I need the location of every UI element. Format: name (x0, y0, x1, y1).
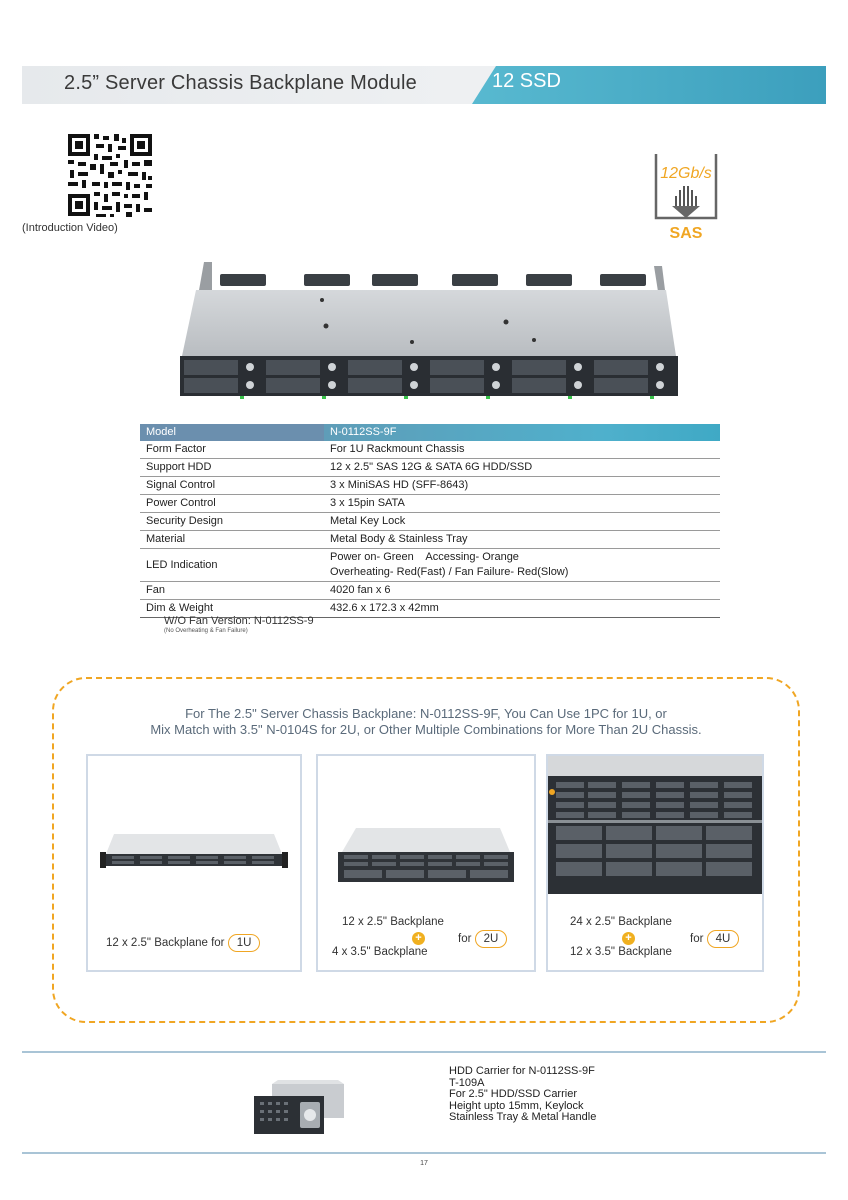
spec-value: 12 x 2.5" SAS 12G & SATA 6G HDD/SSD (324, 459, 720, 477)
table-row (140, 495, 720, 513)
page-number: 17 (420, 1160, 428, 1167)
carrier-line-3: Stainless Tray & Metal Handle (449, 1111, 597, 1123)
combination-text-line-2: Mix Match with 3.5" N-0104S for 2U, or Other Multiple Combinations for More Than 2U Chassis. (150, 722, 702, 737)
spec-key: Dim & Weight (140, 600, 324, 618)
wo-fan-version: W/O Fan Version: N-0112SS-9 (164, 615, 314, 627)
spec-key: Fan (140, 582, 324, 600)
panel-2u-line1: 12 x 2.5" Backplane (342, 916, 444, 928)
spec-value: 3 x 15pin SATA (324, 495, 720, 513)
chassis-4u-image (548, 756, 762, 894)
size-1u-badge: 1U (228, 934, 261, 952)
plus-icon: + (622, 932, 635, 945)
carrier-model: T-109A (449, 1076, 485, 1089)
panel-1u (86, 754, 302, 972)
spec-key: Support HDD (140, 459, 324, 477)
carrier-title: HDD Carrier for N-0112SS-9F (449, 1065, 595, 1077)
sas-speed-text: 12Gb/s (660, 165, 712, 182)
spec-value-multiline (324, 549, 720, 582)
table-row (140, 549, 720, 582)
chassis-product-image (176, 260, 686, 408)
table-row (140, 531, 720, 549)
table-row (140, 582, 720, 600)
panel-1u-label: 12 x 2.5" Backplane for (106, 937, 225, 949)
panel-4u-line1: 24 x 2.5" Backplane (570, 916, 672, 928)
spec-header-key: Model (140, 424, 324, 441)
panel-4u-line2: 12 x 3.5" Backplane (570, 946, 672, 958)
divider (22, 1051, 826, 1053)
spec-header-row (140, 424, 720, 441)
sas-12gbs-icon (650, 152, 722, 244)
spec-key: Security Design (140, 513, 324, 531)
spec-value: 432.6 x 172.3 x 42mm (324, 600, 720, 618)
table-row (140, 513, 720, 531)
qr-code-icon[interactable] (66, 132, 154, 218)
for-label: for (690, 933, 704, 945)
spec-header-value: N-0112SS-9F (324, 424, 720, 441)
wo-fan-note: (No Overheating & Fan Failure) (164, 628, 248, 634)
spec-key: LED Indication (140, 549, 324, 582)
chassis-1u-image (100, 826, 288, 876)
table-row (140, 459, 720, 477)
size-4u-badge: 4U (707, 930, 740, 948)
spec-key: Power Control (140, 495, 324, 513)
page-title: 2.5” Server Chassis Backplane Module (64, 72, 417, 94)
carrier-line-1: For 2.5" HDD/SSD Carrier (449, 1088, 577, 1100)
led-line-2: Overheating- Red(Fast) / Fan Failure- Red(Slow) (330, 566, 569, 578)
spec-value: Metal Body & Stainless Tray (324, 531, 720, 549)
panel-2u-line2: 4 x 3.5" Backplane (332, 946, 428, 958)
panel-2u (316, 754, 536, 972)
header-badge: 12 SSD (492, 70, 561, 92)
spec-value: 4020 fan x 6 (324, 582, 720, 600)
spec-key: Material (140, 531, 324, 549)
divider (22, 1152, 826, 1154)
hdd-carrier-image (250, 1078, 346, 1140)
spec-table (140, 424, 720, 618)
sas-label-text: SAS (669, 225, 703, 242)
plus-icon: + (412, 932, 425, 945)
led-line-1: Power on- Green Accessing- Orange (330, 551, 519, 563)
spec-value: For 1U Rackmount Chassis (324, 441, 720, 459)
size-2u-badge: 2U (475, 930, 508, 948)
spec-value: Metal Key Lock (324, 513, 720, 531)
spec-key: Signal Control (140, 477, 324, 495)
panel-4u (546, 754, 764, 972)
carrier-line-2: Height upto 15mm, Keylock (449, 1099, 584, 1112)
combination-text-line-1: For The 2.5" Server Chassis Backplane: N-0112SS-9F, You Can Use 1PC for 1U, or (185, 706, 667, 721)
table-row (140, 441, 720, 459)
carrier-description (449, 1066, 596, 1124)
spec-value: 3 x MiniSAS HD (SFF-8643) (324, 477, 720, 495)
table-row (140, 477, 720, 495)
spec-key: Form Factor (140, 441, 324, 459)
for-label: for (458, 933, 472, 945)
chassis-2u-image (330, 824, 522, 888)
qr-caption: (Introduction Video) (22, 222, 118, 234)
